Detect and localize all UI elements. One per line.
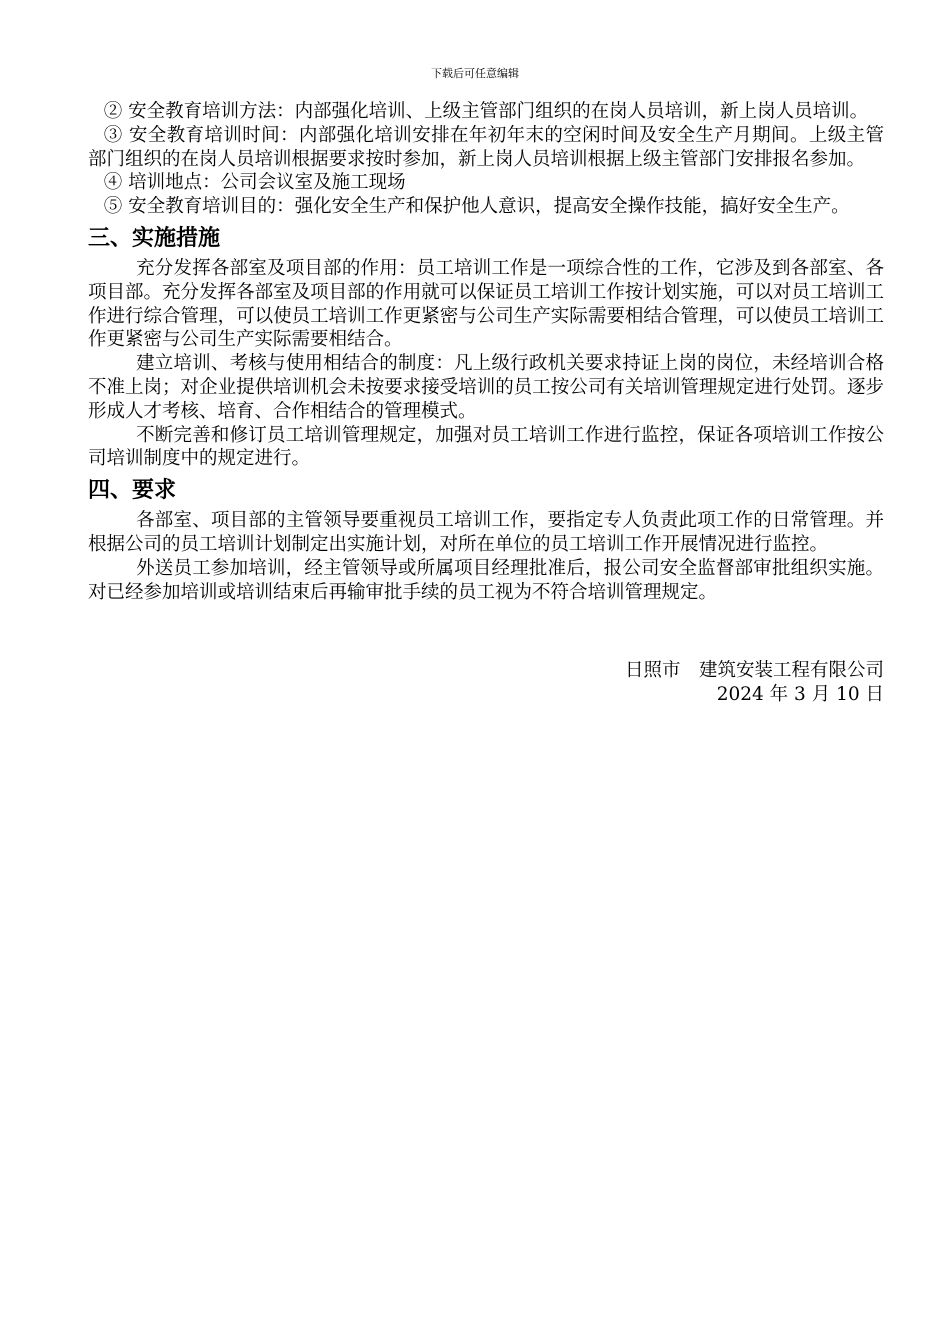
document-body: [88, 100, 884, 707]
signature-block: [88, 659, 884, 707]
section-heading-requirements: 四、要求: [88, 478, 177, 504]
signature-date: 2024 年 3 月 10 日: [716, 684, 884, 706]
paragraph: 各部室、项目部的主管领导要重视员工培训工作，要指定专人负责此项工作的日常管理。并根据公司的员工培训计划制定出实施计划，对所在单位的员工培训工作开展情况进行监控。: [88, 510, 884, 555]
list-item-location: ④ 培训地点：公司会议室及施工现场: [103, 172, 406, 194]
list-item-time: ③ 安全教育培训时间：内部强化培训安排在年初年末的空闲时间及安全生产月期间。上级主管部门组织的在岗人员培训根据要求按时参加，新上岗人员培训根据上级主管部门安排报名参加。: [88, 124, 884, 170]
paragraph: 充分发挥各部室及项目部的作用：员工培训工作是一项综合性的工作，它涉及到各部室、各项目部。充分发挥各部室及项目部的作用就可以保证员工培训工作按计划实施，可以对员工培训工作进行综合管理，可以使员工培训工作更紧密与公司生产实际需要相结合管理，可以使员工培训工作更紧密与公司生产实际需要相结合。: [88, 257, 884, 351]
list-item-method: ② 安全教育培训方法：内部强化培训、上级主管部门组织的在岗人员培训，新上岗人员培训。: [103, 101, 869, 122]
paragraph: 建立培训、考核与使用相结合的制度：凡上级行政机关要求持证上岗的岗位，未经培训合格不准上岗；对企业提供培训机会未按要求接受培训的员工按公司有关培训管理规定进行处罚。逐步形成人才考核、培育、合作相结合的管理模式。: [88, 353, 884, 422]
list-item-purpose: ⑤ 安全教育培训目的：强化安全生产和保护他人意识，提高安全操作技能，搞好安全生产。: [103, 196, 850, 218]
section-heading-measures: 三、实施措施: [88, 225, 221, 251]
header-note: 下载后可任意编辑: [431, 67, 519, 80]
signature-company: 日照市 建筑安装工程有限公司: [624, 660, 884, 682]
paragraph: 不断完善和修订员工培训管理规定，加强对员工培训工作进行监控，保证各项培训工作按公司培训制度中的规定进行。: [88, 424, 884, 470]
paragraph: 外送员工参加培训，经主管领导或所属项目经理批准后，报公司安全监督部审批组织实施。对已经参加培训或培训结束后再输审批手续的员工视为不符合培训管理规定。: [88, 557, 884, 603]
